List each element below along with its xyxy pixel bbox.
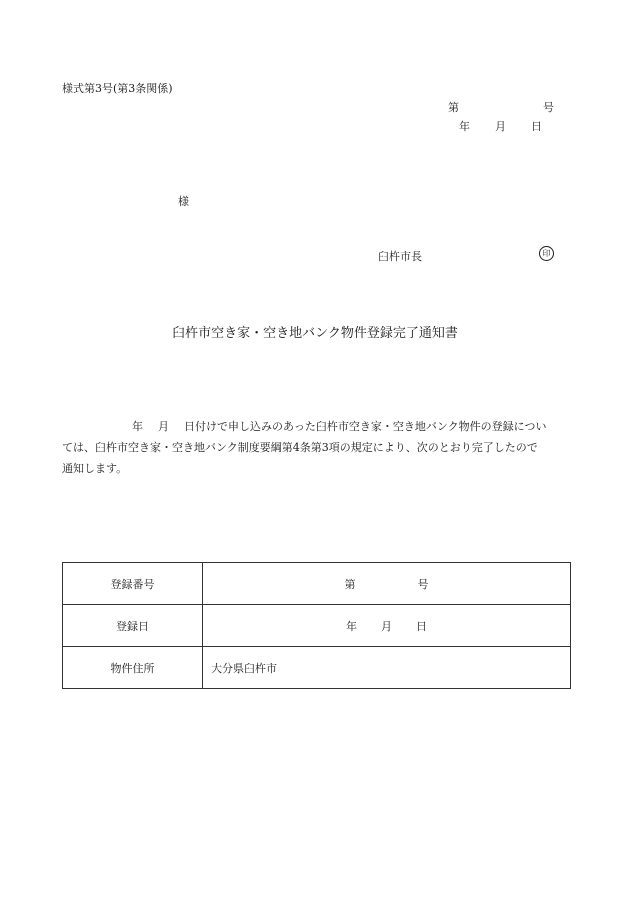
date-year: 年 [459, 120, 470, 133]
value-registration-number [203, 563, 571, 605]
reg-date-year: 年 [346, 619, 357, 633]
table-row [63, 605, 571, 647]
body-paragraph [62, 416, 570, 479]
document-title: 臼杵市空き家・空き地バンク物件登録完了通知書 [172, 326, 458, 341]
reg-date-month: 月 [381, 619, 392, 633]
sender-title: 臼杵市長 [378, 250, 422, 263]
body-line-1 [62, 416, 570, 437]
form-number-label: 様式第3号(第3条関係) [62, 82, 173, 95]
body-line-1-rest: 日付けで申し込みのあった臼杵市空き家・空き地バンク物件の登録につい [184, 420, 547, 433]
reg-date-day: 日 [416, 619, 427, 633]
seal-mark: 印 [539, 246, 554, 261]
table-row [63, 647, 571, 689]
number-go: 号 [543, 101, 554, 114]
reg-number-dai: 第 [344, 577, 356, 591]
body-month: 月 [158, 420, 169, 433]
body-line-2: ては、臼杵市空き家・空き地バンク制度要綱第4条第3項の規定により、次のとおり完了したので [62, 441, 538, 454]
body-line-3: 通知します。 [62, 462, 128, 475]
label-registration-number: 登録番号 [63, 563, 203, 605]
label-property-address: 物件住所 [63, 647, 203, 689]
date-day: 日 [531, 120, 542, 133]
body-year: 年 [132, 420, 143, 433]
number-dai: 第 [448, 101, 459, 114]
addressee-sama: 様 [178, 195, 189, 208]
registration-table [62, 562, 571, 689]
value-property-address: 大分県臼杵市 [203, 647, 571, 689]
value-registration-date [203, 605, 571, 647]
label-registration-date: 登録日 [63, 605, 203, 647]
table-row [63, 563, 571, 605]
reg-number-go: 号 [417, 577, 429, 591]
date-month: 月 [495, 120, 506, 133]
